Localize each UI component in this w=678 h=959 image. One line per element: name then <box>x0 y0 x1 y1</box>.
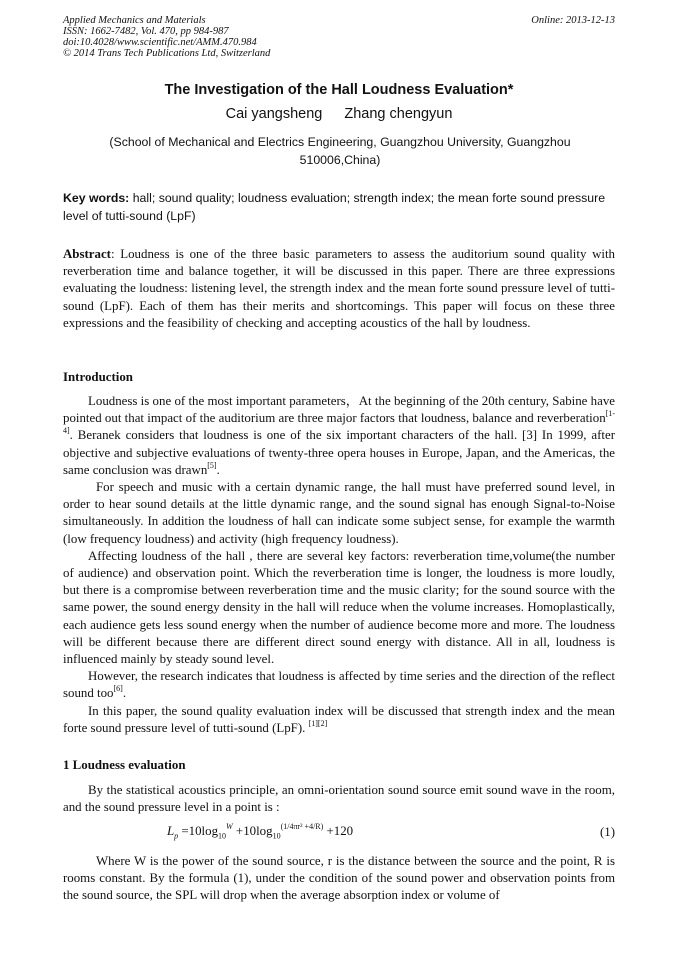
equation-number: (1) <box>599 825 615 839</box>
journal-name: Applied Mechanics and Materials <box>63 15 206 26</box>
paragraph: Affecting loudness of the hall , there are several key factors: reverberation time,volume(the number of audience) and observation point. Which the reverberation time is longer, the loudness is more loudly, but there is a compromise between reverberation time and the music clarity; for the sound source with the same power, the sound energy density in the hall will reduce when the volume increases. Homoplastically, each audience gets less sound energy when the number of audience become more and more. The loudness will be different because there are different direct sound energy with distance. All in all, loudness is influenced mainly by steady sound level. <box>63 548 615 667</box>
abstract-text: : Loudness is one of the three basic parameters to assess the auditorium sound quality with reverberation time and balance together, it will be discussed in this paper. There are three expressions evaluating the loudness: listening level, the strength index and the mean forte sound pressure level of tutti-sound (LpF). Each of them has their merits and shortcomings. This paper will focus on these three expressions and the feasibility of checking and accepting acoustics of the hall by loudness. <box>63 247 615 330</box>
paragraph: In this paper, the sound quality evaluation index will be discussed that strength index and the mean forte sound pressure level of tutti-sound (LpF). [1][2] <box>63 703 615 735</box>
section-heading-introduction: Introduction <box>63 370 133 384</box>
keywords-text: hall; sound quality; loudness evaluation; strength index; the mean forte sound pressure level of tutti-sound (LpF) <box>63 191 606 223</box>
citation[interactable]: [1-4] <box>63 409 615 436</box>
section1-paragraph: By the statistical acoustics principle, an omni-orientation sound source emit sound wave in the room, and the sound pressure level in a point is : <box>63 783 615 815</box>
copyright-line: © 2014 Trans Tech Publications Ltd, Switzerland <box>63 48 271 59</box>
citation[interactable]: [1][2] <box>308 718 328 728</box>
issn-line: ISSN: 1662-7482, Vol. 470, pp 984-987 <box>63 26 229 37</box>
keywords <box>63 189 619 225</box>
paragraph: For speech and music with a certain dynamic range, the hall must have preferred sound level, in order to hear sound details at the little dynamic range, and the sound signal has enough Signal-to-Noise simultaneously. In addition the loudness of hall can indicate some subject sense, for example the warmth (low frequency loudness) and activity (high frequency loudness). <box>63 480 615 546</box>
keywords-label: Key words: <box>63 191 130 205</box>
affiliation: (School of Mechanical and Electrics Engineering, Guangzhou University, Guangzhou 510006,China) <box>109 135 571 167</box>
paper-title: The Investigation of the Hall Loudness Evaluation* <box>164 82 514 98</box>
doi-line[interactable]: doi:10.4028/www.scientific.net/AMM.470.984 <box>63 37 257 48</box>
citation[interactable]: [5] <box>207 460 217 470</box>
section1-paragraph: Where W is the power of the sound source, r is the distance between the source and the point, R is rooms constant. By the formula (1), under the condition of the sound power and observation points from the sound source, the SPL will drop when the average absorption index or volume of <box>63 854 615 903</box>
equation-formula: $L_p =10\log_{10}^W +10\log_{10}^{(1/4\pi r^2 +4/R)} +120$ <box>167 822 354 841</box>
paragraph: However, the research indicates that loudness is affected by time series and the direction of the reflect sound too[6]. <box>63 669 615 701</box>
introduction-body <box>63 393 615 737</box>
online-date: Online: 2013-12-13 <box>531 15 615 26</box>
author-name: Zhang chengyun <box>344 106 453 122</box>
section-heading-loudness-evaluation: 1 Loudness evaluation <box>63 758 186 772</box>
author-name: Cai yangsheng <box>225 106 323 122</box>
journal-header <box>63 15 615 59</box>
abstract-label: Abstract <box>63 247 111 261</box>
abstract <box>63 246 615 332</box>
paragraph: Loudness is one of the most important parameters，At the beginning of the 20th century, Sabine have pointed out that impact of the auditorium are three major factors that loudness, balance and reverberation[1-4]. Beranek considers that loudness is one of the six important characters of the hall. [3] In 1999, after objective and subjective evaluations of twenty-three opera houses in Europe, Japan, and the Americas, the same conclusion was drawn[5]. <box>63 394 615 477</box>
equation-1 <box>63 824 615 846</box>
author-list <box>63 106 615 122</box>
citation[interactable]: [6] <box>113 684 123 694</box>
